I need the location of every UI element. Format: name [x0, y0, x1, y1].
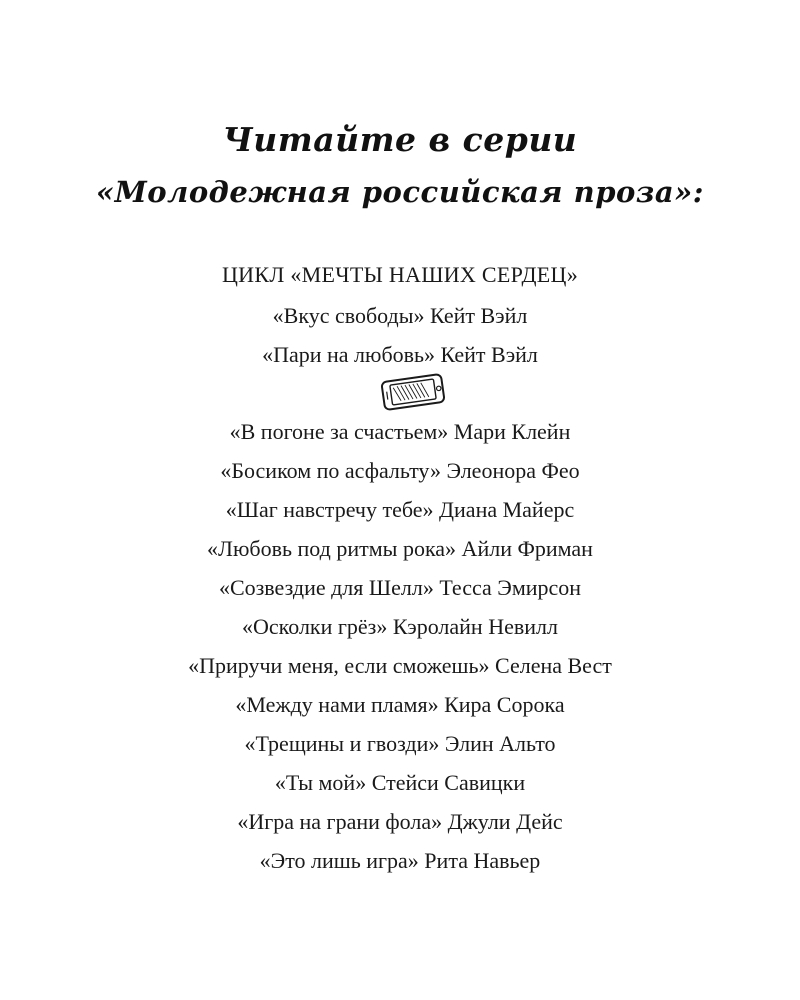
book-item: «Шаг навстречу тебе» Диана Майерс [225, 497, 575, 522]
cycle-book-list [0, 296, 800, 374]
book-item: «Любовь под ритмы рока» Айли Фриман [207, 536, 593, 561]
book-item: «Игра на грани фола» Джули Дейс [237, 809, 563, 834]
book-item: «Между нами пламя» Кира Сорока [235, 692, 565, 717]
book-item: «Трещины и гвозди» Элин Альто [244, 731, 556, 756]
series-heading-line1: Читайте в серии [222, 120, 578, 159]
book-item: «Ты мой» Стейси Савицки [274, 770, 526, 795]
book-item: «Созвездие для Шелл» Тесса Эмирсон [218, 575, 582, 600]
series-book-list [0, 412, 800, 880]
smartphone-icon [378, 371, 448, 413]
book-item: «Босиком по асфальту» Элеонора Фео [220, 458, 580, 483]
cycle-book-item: «Пари на любовь» Кейт Вэйл [262, 342, 538, 367]
book-item: «Осколки грёз» Кэролайн Невилл [242, 614, 558, 639]
cycle-title: ЦИКЛ «МЕЧТЫ НАШИХ СЕРДЕЦ» [221, 262, 579, 287]
book-item: «Приручи меня, если сможешь» Селена Вест [188, 653, 612, 678]
book-item: «В погоне за счастьем» Мари Клейн [229, 419, 571, 444]
cycle-book-item: «Вкус свободы» Кейт Вэйл [272, 303, 528, 328]
series-heading-line2: «Молодежная российская проза»: [96, 175, 704, 209]
book-item: «Это лишь игра» Рита Навьер [259, 848, 541, 873]
